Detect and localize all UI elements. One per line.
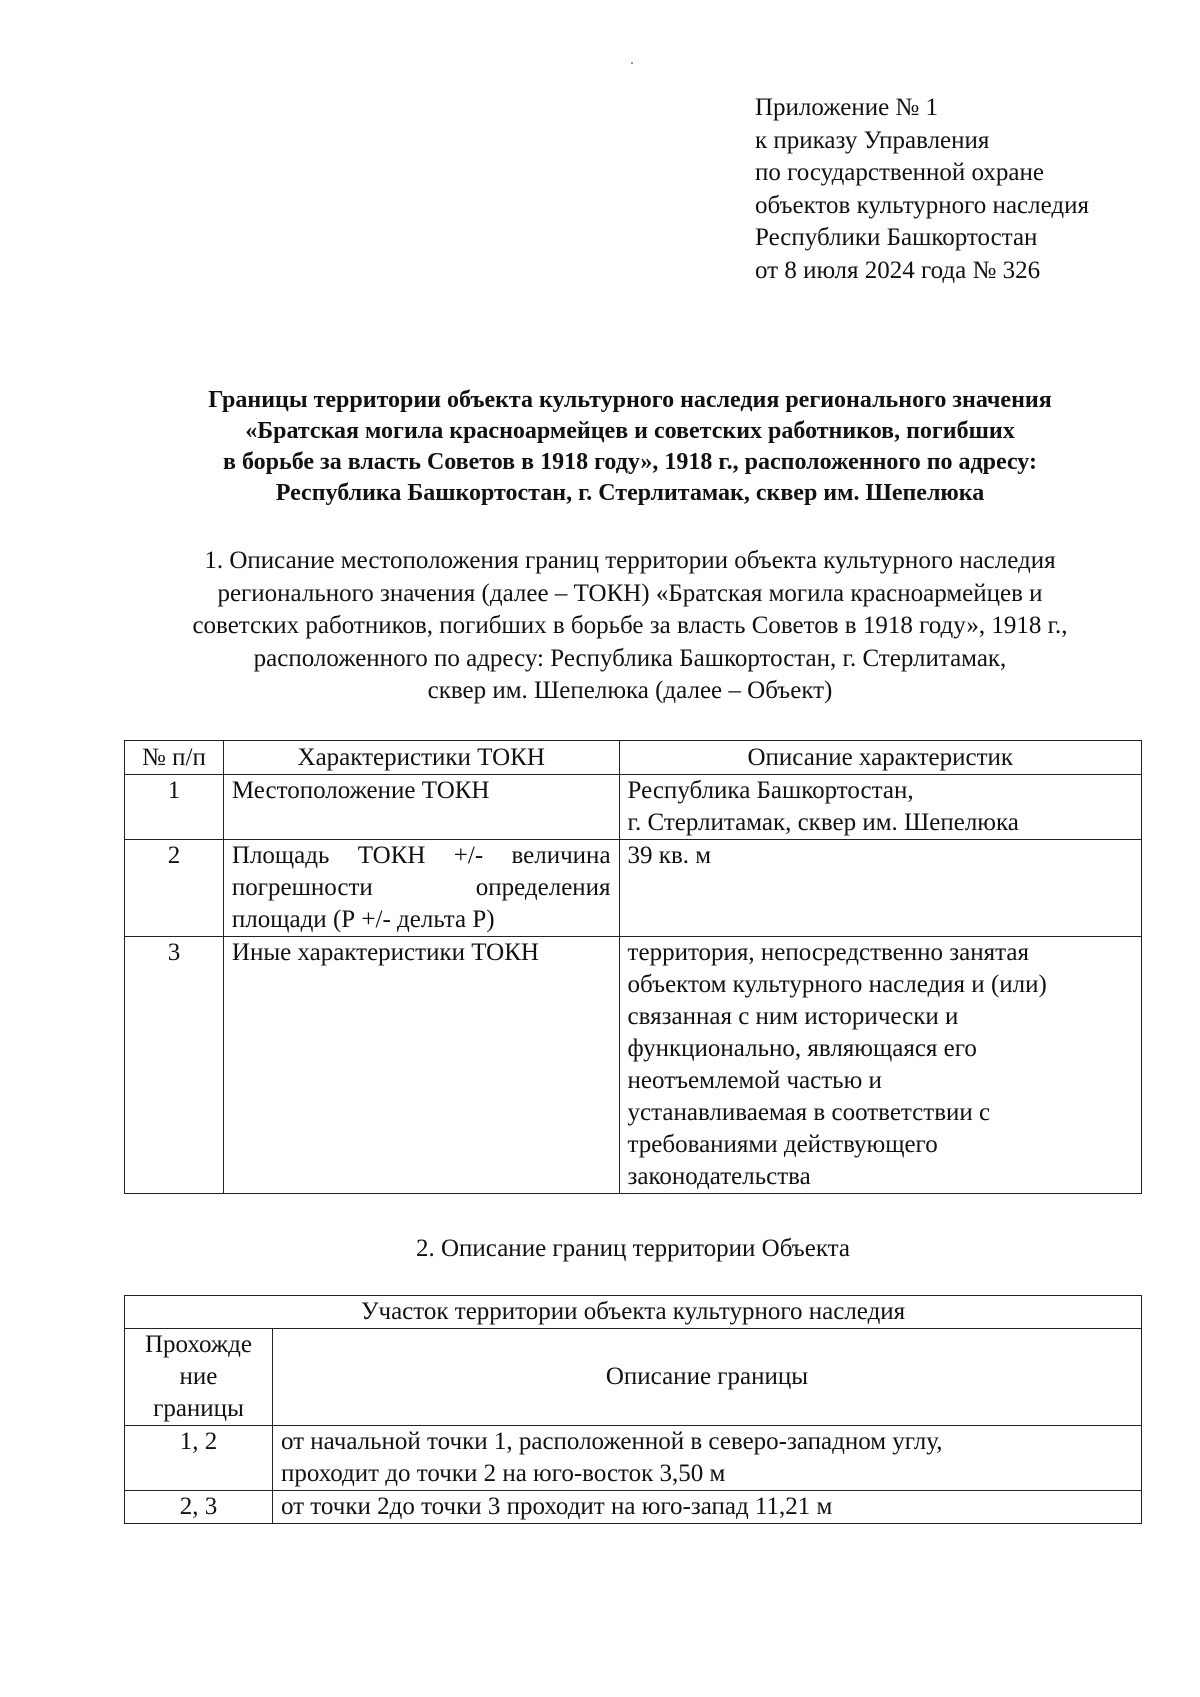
row-number: 1 xyxy=(125,775,224,840)
appendix-line: по государственной охране xyxy=(755,159,1045,186)
row-number: 3 xyxy=(125,937,224,1194)
row-number: 2 xyxy=(125,840,224,937)
row-description: 39 кв. м xyxy=(619,840,1141,937)
table-caption: Участок территории объекта культурного наследия xyxy=(125,1296,1142,1329)
table-row xyxy=(125,1426,1142,1491)
row-characteristic: Иные характеристики ТОКН xyxy=(223,937,619,1194)
section1-line: сквер им. Шепелюка (далее – Объект) xyxy=(427,677,833,704)
table-header-row xyxy=(125,1329,1142,1426)
row-description xyxy=(619,937,1141,1194)
description-line: законодательства xyxy=(627,1163,811,1190)
table-caption-row xyxy=(125,1296,1142,1329)
appendix-line: от 8 июля 2024 года № 326 xyxy=(755,256,1041,284)
row-boundary-description xyxy=(272,1426,1141,1491)
row-points: 2, 3 xyxy=(125,1491,273,1524)
title-line: в борьбе за власть Советов в 1918 году», 1918 г., расположенного по адресу: xyxy=(223,449,1037,475)
table-row xyxy=(125,937,1142,1194)
row-characteristic xyxy=(223,840,619,937)
row-characteristic: Местоположение ТОКН xyxy=(223,775,619,840)
title-line: «Братская могила красноармейцев и советских работников, погибших xyxy=(245,418,1015,444)
column-header-characteristic: Характеристики ТОКН xyxy=(223,741,619,775)
title-line: Границы территории объекта культурного наследия регионального значения xyxy=(208,387,1052,413)
column-header-description: Описание характеристик xyxy=(619,741,1141,775)
section1-line: 1. Описание местоположения границ территории объекта культурного наследия xyxy=(204,547,1056,574)
description-line: устанавливаемая в соответствии с xyxy=(627,1099,991,1126)
column-header-number: № п/п xyxy=(125,741,224,775)
header-line: ние xyxy=(179,1363,218,1390)
column-header-passage xyxy=(125,1329,273,1426)
row-description xyxy=(619,775,1141,840)
header-line: Прохожде xyxy=(145,1331,252,1358)
description-line: объектом культурного наследия и (или) xyxy=(627,971,1047,998)
scan-artifact xyxy=(631,62,633,64)
table-row xyxy=(125,1491,1142,1524)
section1-line: советских работников, погибших в борьбе за власть Советов в 1918 году», 1918 г., xyxy=(192,612,1068,639)
appendix-block xyxy=(755,92,1089,287)
description-line: от точки 2до точки 3 проходит на юго-запад 11,21 м xyxy=(280,1493,833,1520)
characteristics-table xyxy=(124,740,1142,1194)
description-line: требованиями действующего xyxy=(627,1131,938,1158)
section-2-heading: 2. Описание границ территории Объекта xyxy=(416,1235,850,1262)
appendix-line: к приказу Управления xyxy=(755,126,990,154)
table-row xyxy=(125,840,1142,937)
description-line: функционально, являющаяся его xyxy=(627,1035,977,1062)
description-line: г. Стерлитамак, сквер им. Шепелюка xyxy=(627,809,1019,836)
boundaries-table xyxy=(124,1295,1142,1524)
section1-line: регионального значения (далее – ТОКН) «Братская могила красноармейцев и xyxy=(217,579,1043,607)
description-line: Республика Башкортостан, xyxy=(627,777,914,804)
description-line: от начальной точки 1, расположенной в северо-западном углу, xyxy=(280,1428,943,1455)
section-1-description xyxy=(120,545,1140,708)
appendix-line: Приложение № 1 xyxy=(755,94,939,121)
table-header-row xyxy=(125,741,1142,775)
description-line: неотъемлемой частью и xyxy=(627,1067,882,1094)
title-line: Республика Башкортостан, г. Стерлитамак, сквер им. Шепелюка xyxy=(275,480,985,506)
column-header-boundary-description: Описание границы xyxy=(272,1329,1141,1426)
characteristic-line: площади (Р +/- дельта Р) xyxy=(231,906,495,933)
row-points: 1, 2 xyxy=(125,1426,273,1491)
characteristic-line: Площадь ТОКН +/- величина xyxy=(231,842,611,869)
row-boundary-description xyxy=(272,1491,1141,1524)
appendix-line: объектов культурного наследия xyxy=(755,191,1089,219)
description-line: проходит до точки 2 на юго-восток 3,50 м xyxy=(280,1460,726,1487)
document-title xyxy=(120,385,1140,509)
header-line: границы xyxy=(153,1395,244,1422)
description-line: связанная с ним исторически и xyxy=(627,1003,959,1030)
characteristic-line: погрешности определения xyxy=(231,874,611,901)
description-line: территория, непосредственно занятая xyxy=(627,939,1029,966)
table-row xyxy=(125,775,1142,840)
appendix-line: Республики Башкортостан xyxy=(755,224,1038,251)
section1-line: расположенного по адресу: Республика Башкортостан, г. Стерлитамак, xyxy=(253,644,1007,672)
